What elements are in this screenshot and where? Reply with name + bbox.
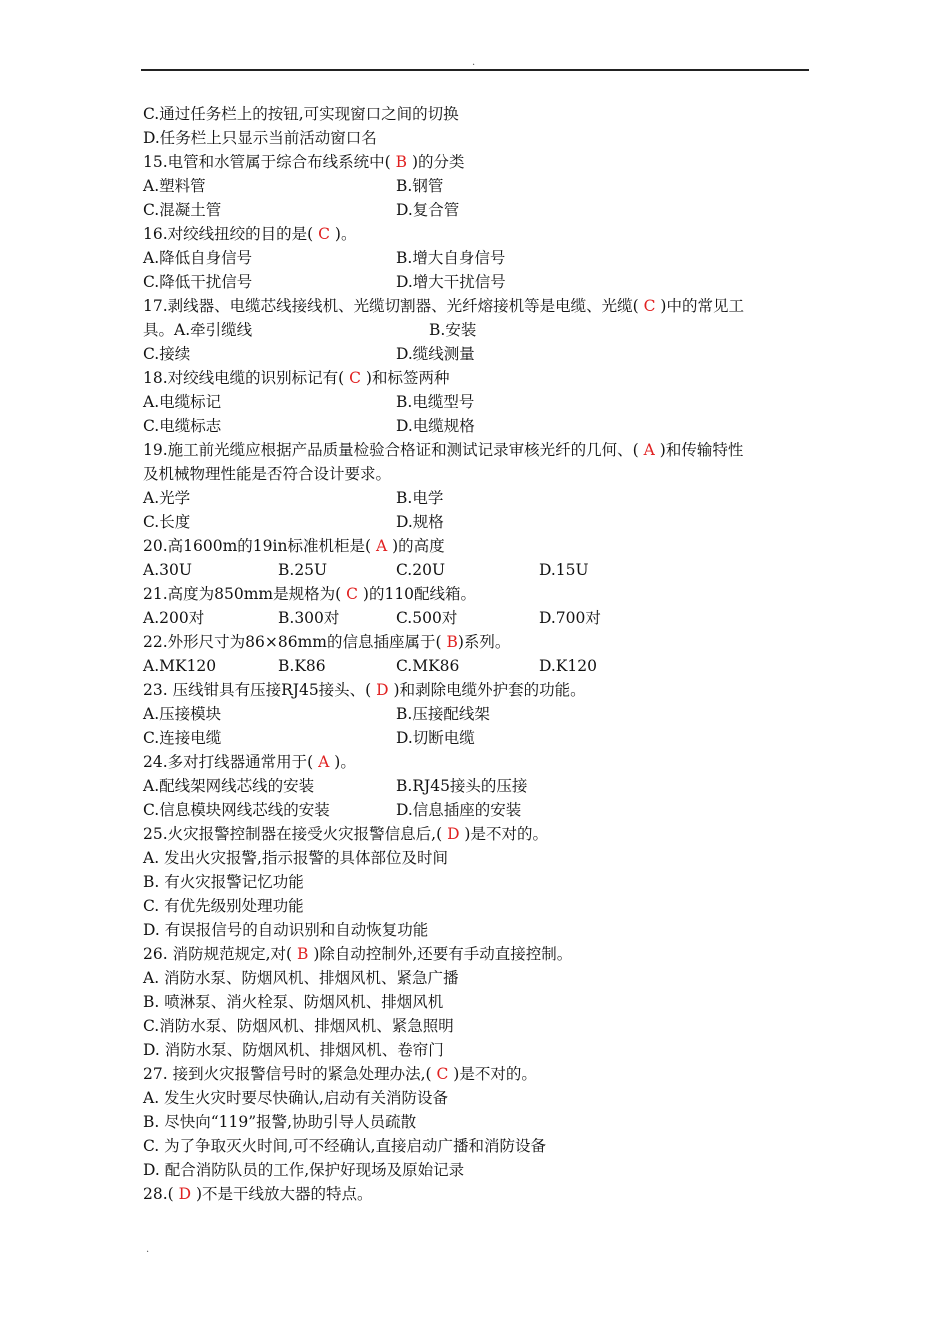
option-row [143,606,811,630]
option: B. 尽快向“119”报警,协助引导人员疏散 [143,1113,417,1131]
option: A.电缆标记 [143,393,222,411]
option: C.长度 [143,513,191,531]
option: D.信息插座的安装 [396,801,522,819]
option: B.增大自身信号 [396,249,506,267]
option-row [143,390,811,414]
option: B.K86 [278,657,326,675]
option: D.规格 [396,513,444,531]
option: B.电学 [396,489,444,507]
option-row [143,198,811,222]
question-18: 18.对绞线电缆的识别标记有( C )和标签两种 [143,369,450,387]
option: C.降低干扰信号 [143,273,253,291]
question-25: 25.火灾报警控制器在接受火灾报警信息后,( D )是不对的。 [143,825,548,843]
option: B.25U [278,561,328,579]
question-21: 21.高度为850mm是规格为( C )的110配线箱。 [143,585,477,603]
answer-mark: C [638,297,661,315]
option: D.缆线测量 [396,345,475,363]
option-row [143,774,811,798]
option: A. 发出火灾报警,指示报警的具体部位及时间 [143,849,448,867]
question-15: 15.电管和水管属于综合布线系统中( B )的分类 [143,153,465,171]
question-22: 22.外形尺寸为86×86mm的信息插座属于( B)系列。 [143,633,511,651]
option: D.15U [539,561,589,579]
option: C. 为了争取灭火时间,可不经确认,直接启动广播和消防设备 [143,1137,547,1155]
option: A. 消防水泵、防烟风机、排烟风机、紧急广播 [143,969,459,987]
option: B. 有火灾报警记忆功能 [143,873,304,891]
option: C. 有优先级别处理功能 [143,897,304,915]
question-28: 28.( D )不是干线放大器的特点。 [143,1185,373,1203]
answer-mark: C [341,585,363,603]
option: A.配线架网线芯线的安装 [143,777,315,795]
answer-mark: B [441,633,458,651]
option: A.塑料管 [143,177,206,195]
answer-mark: D [371,681,394,699]
option: B.压接配线架 [396,705,490,723]
option: A.200对 [143,609,205,627]
option: C.混凝土管 [143,201,222,219]
option-row [143,702,811,726]
question-23: 23. 压线钳具有压接RJ45接头、( D )和剥除电缆外护套的功能。 [143,681,586,699]
option: D. 有误报信号的自动识别和自动恢复功能 [143,921,429,939]
option: C.连接电缆 [143,729,222,747]
option: A.30U [143,561,192,579]
answer-mark: A [313,753,335,771]
option: D.700对 [539,609,601,627]
option-row [143,486,811,510]
answer-mark: D [442,825,465,843]
question-27: 27. 接到火灾报警信号时的紧急处理办法,( C )是不对的。 [143,1065,537,1083]
header-mark: . [472,57,476,68]
option: A. 发生火灾时要尽快确认,启动有关消防设备 [143,1089,448,1107]
option-row [143,798,811,822]
option-row [143,174,811,198]
answer-mark: B [292,945,314,963]
option-row [143,510,811,534]
option-row [143,414,811,438]
option: C.消防水泵、防烟风机、排烟风机、紧急照明 [143,1017,454,1035]
option: D.增大干扰信号 [396,273,506,291]
option: D.切断电缆 [396,729,475,747]
option: C.500对 [396,609,458,627]
option: A.降低自身信号 [143,249,253,267]
option: C.20U [396,561,446,579]
question-19: 19.施工前光缆应根据产品质量检验合格证和测试记录审核光纤的几何、( A )和传输特性 [143,441,744,459]
option: D.复合管 [396,201,460,219]
option: D. 消防水泵、防烟风机、排烟风机、卷帘门 [143,1041,444,1059]
answer-mark: C [344,369,366,387]
option-row [143,270,811,294]
answer-mark: A [371,537,393,555]
option: B.安装 [429,321,477,339]
option: C.信息模块网线芯线的安装 [143,801,330,819]
header-rule [141,69,809,71]
question-16: 16.对绞线扭绞的目的是( C )。 [143,225,357,243]
text-line: 及机械物理性能是否符合设计要求。 [143,465,392,483]
footer-mark: . [146,1244,150,1255]
option: C.接续 [143,345,191,363]
answer-mark: C [313,225,335,243]
question-26: 26. 消防规范规定,对( B )除自动控制外,还要有手动直接控制。 [143,945,573,963]
option: A.光学 [143,489,191,507]
option: 具。A.牵引缆线 [143,321,253,339]
option: A.MK120 [143,657,217,675]
answer-mark: A [638,441,660,459]
option: B. 喷淋泵、消火栓泵、防烟风机、排烟风机 [143,993,444,1011]
answer-mark: C [431,1065,454,1083]
option: D.K120 [539,657,597,675]
option: B.钢管 [396,177,444,195]
option: C.MK86 [396,657,460,675]
question-24: 24.多对打线器通常用于( A )。 [143,753,356,771]
option-row [143,342,811,366]
option: B.电缆型号 [396,393,475,411]
document-body [143,102,811,1206]
answer-mark: B [390,153,412,171]
option-row [143,318,811,342]
question-17: 17.剥线器、电缆芯线接线机、光缆切割器、光纤熔接机等是电缆、光缆( C )中的常见工 [143,297,744,315]
option-row [143,246,811,270]
option: D. 配合消防队员的工作,保护好现场及原始记录 [143,1161,465,1179]
option-row [143,558,811,582]
question-20: 20.高1600m的19in标准机柜是( A )的高度 [143,537,445,555]
option: B.RJ45接头的压接 [396,777,528,795]
option: D.电缆规格 [396,417,475,435]
text-line: C.通过任务栏上的按钮,可实现窗口之间的切换 [143,105,459,123]
option-row [143,654,811,678]
option: C.电缆标志 [143,417,222,435]
option-row [143,726,811,750]
answer-mark: D [173,1185,196,1203]
option: B.300对 [278,609,340,627]
option: A.压接模块 [143,705,222,723]
text-line: D.任务栏上只显示当前活动窗口名 [143,129,377,147]
